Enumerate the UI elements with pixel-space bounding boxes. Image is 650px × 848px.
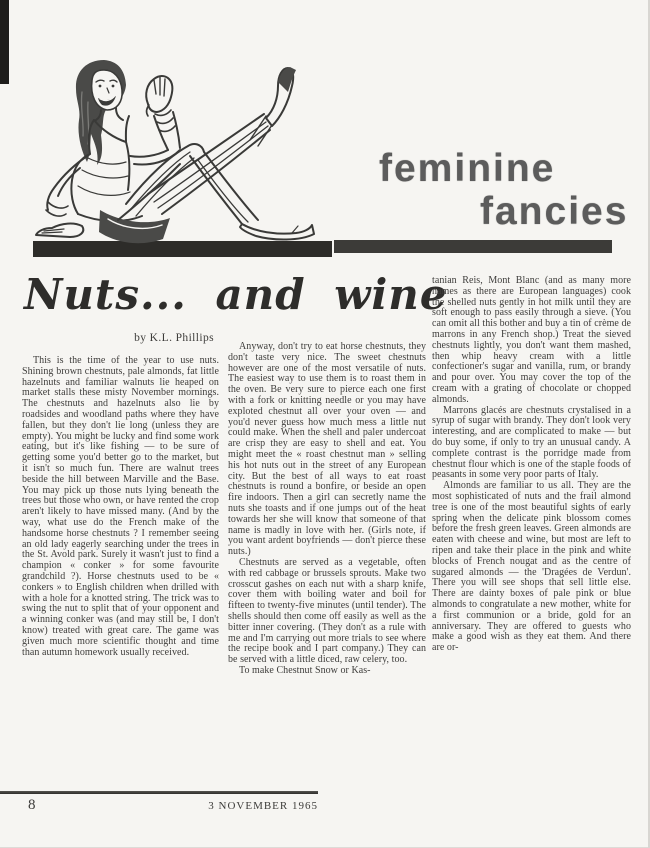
masthead-line-2: fancies [480,190,629,233]
article-column-3 [432,276,631,654]
paragraph: Anyway, don't try to eat horse chestnuts, they don't taste very nice. The sweet chestnuts however are one of the most versatile of nuts. The easiest way to use them is to roast them in the oven. Be very sure to pierce each one first with a fork or knitting needle or you may have exploted chestnut all over your oven — and you'd never guess how much mess a little nut could make. When the shell and paler undercoat are crisp they are easy to shell and eat. You might meet the « roast chestnut man » selling his hot nuts out in the street of any European city. But the best of all ways to eat roast chestnuts is round a bonfire, or beside an open fire indoors. Then a girl can secretly name the nuts she toasts and if one jumps out of the heat towards her she will know that someone of that name is madly in love with her. (Girls note, if you want ardent boyfriends — don't pierce these nuts.) [228,341,426,558]
woman-illustration [30,52,340,252]
paragraph: This is the time of the year to use nuts. Shining brown chestnuts, pale almonds, fat little hazelnuts and familiar walnuts lie heaped on market stalls these misty November mornings. The chestnuts and hazelnuts also lie by roadsides and woodland paths where they have fallen, but they don't lie long (unless they are empty). You might be lucky and find some work eating, but it's like fishing — to be sure of getting some you'd better go to the market, but it isn't so much fun. There are walnut trees beside the hill between Marville and the Base. You may pick up those nuts lying beneath the trees but those who own, or have rented the crop aren't likely to have missed many. (And by the way, what use do the French make of the handsome horse chestnuts ? I remember seeing an old lady eagerly searching under the trees in the St. Avold park. Surely it wasn't just to find a champion « conker » for some favourite grandchild ?). Horse chestnuts used to be « conkers » to English children when drilled with with a hole for a knotted string. The trick was to swing the nut to split that of your opponent and a winning conker was (and may still be, I don't know) treated with great care. The game was given much more scientific thought and time than autumn homework usually received. [22,355,219,658]
masthead-line-1: feminine [379,147,556,190]
paragraph: Almonds are familiar to us all. They are the most sophisticated of nuts and the frail almond tree is one of the most beautiful sights of early spring when the delicate pink blossom comes before the fresh green leaves. Green almonds are eaten with cheese and wine, but most are left to ripen and take their place in the pink and white blocks of French nougat and as the centre of sugared almonds — the 'Dragées de Verdun'. There you will see shops that sell little else. There are dainty boxes of pale pink or blue almonds to congratulate a new mother, white for a first communion or a bride, gold for an anniversary. They are offered to guests who make a good wish as they eat them. And there are or- [432,480,631,654]
page-number: 8 [28,797,36,813]
article-title: Nuts... and wine [24,270,448,319]
platform-bar-right [334,240,612,253]
byline: by K.L. Phillips [134,332,214,344]
article-column-2 [228,342,426,677]
paragraph: To make Chestnut Snow or Kas- [239,664,371,676]
issue-date: 3 NOVEMBER 1965 [208,800,318,812]
scan-edge-mark [0,0,9,84]
paragraph: tanian Reis, Mont Blanc (and as many more names as there are European languages) cook the shelled nuts gently in hot milk until they are soft enough to pass easily through a sieve. (You can omit all this bother and buy a tin of crème de marrons in any French shop.) Treat the sieved chestnuts lightly, you don't want them mashed, then whip heavy cream with a little confectioner's sugar and vanilla, rum, or brandy and pour over. You may cover the top of the cream with a grating of chocolate or chopped almonds. [432,275,631,405]
article-column-1 [22,356,219,658]
paragraph: Chestnuts are served as a vegetable, often with red cabbage or brussels sprouts. Make two crosscut gashes on each nut with a sharp knife, cover them with boiling water and boil for fifteen to twenty-five minutes (until tender). The shells should then come off easily as well as the bitter inner covering. (They don't as a rule with me and I'm carrying out more trials to see where the recipe book and I part company.) They can be served with a little diced, raw celery, too. [228,556,426,666]
paragraph: Marrons glacés are chestnuts crystalised in a syrup of sugar with brandy. They don't look very interesting, and are complicated to make — but do buy some, if only to try an unusual candy. A complete contrast is the porridge made from chestnut flour which is one of the staple foods of peasants in some very poor parts of Italy. [432,404,631,481]
footer-divider [0,791,318,794]
